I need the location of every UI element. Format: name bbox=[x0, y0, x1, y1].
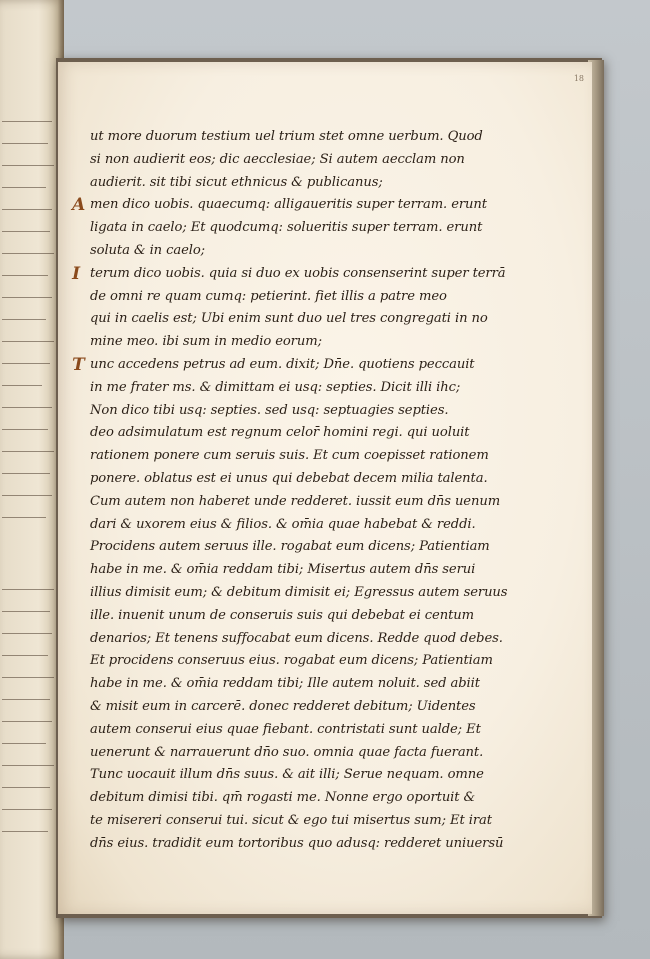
line-text: de omni re quam cumq: petierint. fiet illis a patre meo bbox=[90, 288, 447, 304]
text-line bbox=[72, 194, 548, 217]
left-page-text-trace bbox=[2, 800, 52, 810]
line-text: habe in me. & om̄ia reddam tibi; Ille autem noluit. sed abiit bbox=[90, 676, 480, 692]
line-text: ponere. oblatus est ei unus qui debebat decem milia talenta. bbox=[90, 470, 488, 486]
left-page-text-trace bbox=[2, 580, 54, 590]
line-text: Non dico tibi usq: septies. sed usq: septuagies septies. bbox=[90, 402, 449, 418]
text-line bbox=[90, 810, 548, 833]
text-line bbox=[90, 764, 548, 787]
left-page-text-trace bbox=[2, 376, 42, 386]
text-line bbox=[90, 787, 548, 810]
text-line bbox=[90, 217, 548, 240]
text-line bbox=[90, 833, 548, 856]
line-text: si non audierit eos; dic aecclesiae; Si autem aecclam non bbox=[90, 151, 465, 167]
line-text: denarios; Et tenens suffocabat eum dicens. Redde quod debes. bbox=[90, 630, 503, 646]
left-page-text-trace bbox=[2, 200, 52, 210]
text-line bbox=[72, 263, 548, 286]
left-page-text-trace bbox=[2, 508, 46, 518]
left-page-text-trace bbox=[2, 112, 52, 122]
line-text: deo adsimulatum est regnum celor̄ homini regi. qui uoluit bbox=[90, 425, 470, 441]
line-text: audierit. sit tibi sicut ethnicus & publicanus; bbox=[90, 174, 383, 190]
text-line bbox=[90, 559, 548, 582]
line-text: mine meo. ibi sum in medio eorum; bbox=[90, 334, 322, 350]
left-page-edge bbox=[0, 0, 64, 959]
text-line bbox=[90, 240, 548, 263]
left-page-text-trace bbox=[2, 134, 48, 144]
left-page-text-trace bbox=[2, 310, 46, 320]
left-page-text-trace bbox=[2, 464, 50, 474]
line-text: uenerunt & narrauerunt dn̄o suo. omnia quae facta fuerant. bbox=[90, 744, 484, 760]
text-line bbox=[90, 491, 548, 514]
left-page-text-trace bbox=[2, 486, 52, 496]
text-line bbox=[90, 605, 548, 628]
line-text: debitum dimisi tibi. qm̄ rogasti me. Nonne ergo oportuit & bbox=[90, 790, 476, 806]
left-page-text-trace bbox=[2, 822, 48, 832]
text-line bbox=[90, 377, 548, 400]
text-line bbox=[90, 536, 548, 559]
left-page-text-trace bbox=[2, 602, 50, 612]
left-page-text-trace bbox=[2, 354, 50, 364]
line-text: dari & uxorem eius & filios. & om̄ia quae habebat & reddi. bbox=[90, 516, 476, 532]
line-text: illius dimisit eum; & debitum dimisit ei; Egressus autem seruus bbox=[90, 584, 508, 600]
line-text: qui in caelis est; Ubi enim sunt duo uel tres congregati in no bbox=[90, 311, 488, 327]
line-text: ut more duorum testium uel trium stet omne uerbum. Quod bbox=[90, 129, 483, 144]
left-page-text-trace bbox=[2, 288, 52, 298]
left-page-text-trace bbox=[2, 398, 52, 408]
line-text: men dico uobis. quaecumq: alligaueritis super terram. erunt bbox=[90, 197, 487, 213]
text-block bbox=[72, 126, 550, 856]
left-page-text-trace bbox=[2, 624, 52, 634]
left-page-text-trace bbox=[2, 222, 50, 232]
manuscript-page bbox=[58, 62, 592, 914]
text-line bbox=[72, 354, 548, 377]
left-page-text-trace bbox=[2, 178, 46, 188]
text-line bbox=[90, 696, 548, 719]
text-line bbox=[90, 445, 548, 468]
left-page-text-trace bbox=[2, 332, 54, 342]
text-line bbox=[90, 308, 548, 331]
left-page-text-trace bbox=[2, 756, 54, 766]
left-page-text-trace bbox=[2, 244, 54, 254]
left-page-text-trace bbox=[2, 646, 48, 656]
left-page-text-trace bbox=[2, 156, 54, 166]
line-text: Cum autem non haberet unde redderet. iussit eum dn̄s uenum bbox=[90, 493, 501, 509]
line-text: dn̄s eius. tradidit eum tortoribus quo adusq: redderet uniuersū bbox=[90, 835, 504, 851]
text-line bbox=[90, 286, 548, 309]
rubricated-initial: I bbox=[72, 263, 80, 284]
line-text: unc accedens petrus ad eum. dixit; Dn̄e. quotiens peccauit bbox=[90, 356, 475, 372]
left-page-text-trace bbox=[2, 420, 48, 430]
text-line bbox=[90, 172, 548, 195]
line-text: & misit eum in carcerē. donec redderet debitum; Uidentes bbox=[90, 698, 476, 714]
text-line bbox=[90, 126, 548, 149]
line-text: Procidens autem seruus ille. rogabat eum dicens; Patientiam bbox=[90, 539, 490, 555]
left-page-text-trace bbox=[2, 778, 50, 788]
left-page-text-trace bbox=[2, 712, 52, 722]
line-text: ligata in caelo; Et quodcumq: solueritis super terram. erunt bbox=[90, 220, 483, 236]
left-page-text-trace bbox=[2, 442, 54, 452]
text-line bbox=[90, 331, 548, 354]
line-text: Et procidens conseruus eius. rogabat eum dicens; Patientiam bbox=[90, 653, 493, 669]
text-line bbox=[90, 673, 548, 696]
left-page-text-trace bbox=[2, 734, 46, 744]
text-line bbox=[90, 468, 548, 491]
line-text: in me frater ms. & dimittam ei usq: septies. Dicit illi ihc; bbox=[90, 379, 461, 395]
line-text: terum dico uobis. quia si duo ex uobis consenserint super terrā bbox=[90, 265, 506, 281]
text-line bbox=[90, 400, 548, 423]
line-text: autem conserui eius quae fiebant. contristati sunt ualde; Et bbox=[90, 721, 481, 737]
line-text: te misereri conserui tui. sicut & ego tui misertus sum; Et irat bbox=[90, 812, 492, 828]
left-page-text-trace bbox=[2, 690, 50, 700]
text-line bbox=[90, 149, 548, 172]
left-page-text-trace bbox=[2, 266, 48, 276]
text-line bbox=[90, 422, 548, 445]
text-line bbox=[90, 650, 548, 673]
text-line bbox=[90, 582, 548, 605]
text-line bbox=[90, 628, 548, 651]
line-text: habe in me. & om̄ia reddam tibi; Misertus autem dn̄s serui bbox=[90, 562, 476, 578]
left-page-text-trace bbox=[2, 668, 54, 678]
text-line bbox=[90, 719, 548, 742]
line-text: Tunc uocauit illum dn̄s suus. & ait illi; Serue nequam. omne bbox=[90, 767, 484, 783]
folio-number: 18 bbox=[573, 74, 584, 83]
line-text: rationem ponere cum seruis suis. Et cum coepisset rationem bbox=[90, 448, 489, 464]
line-text: soluta & in caelo; bbox=[90, 242, 206, 258]
text-line bbox=[90, 514, 548, 537]
text-line bbox=[90, 742, 548, 765]
line-text: ille. inuenit unum de conseruis suis qui debebat ei centum bbox=[90, 607, 474, 623]
rubricated-initial: T bbox=[72, 354, 85, 375]
rubricated-initial: A bbox=[72, 195, 86, 216]
